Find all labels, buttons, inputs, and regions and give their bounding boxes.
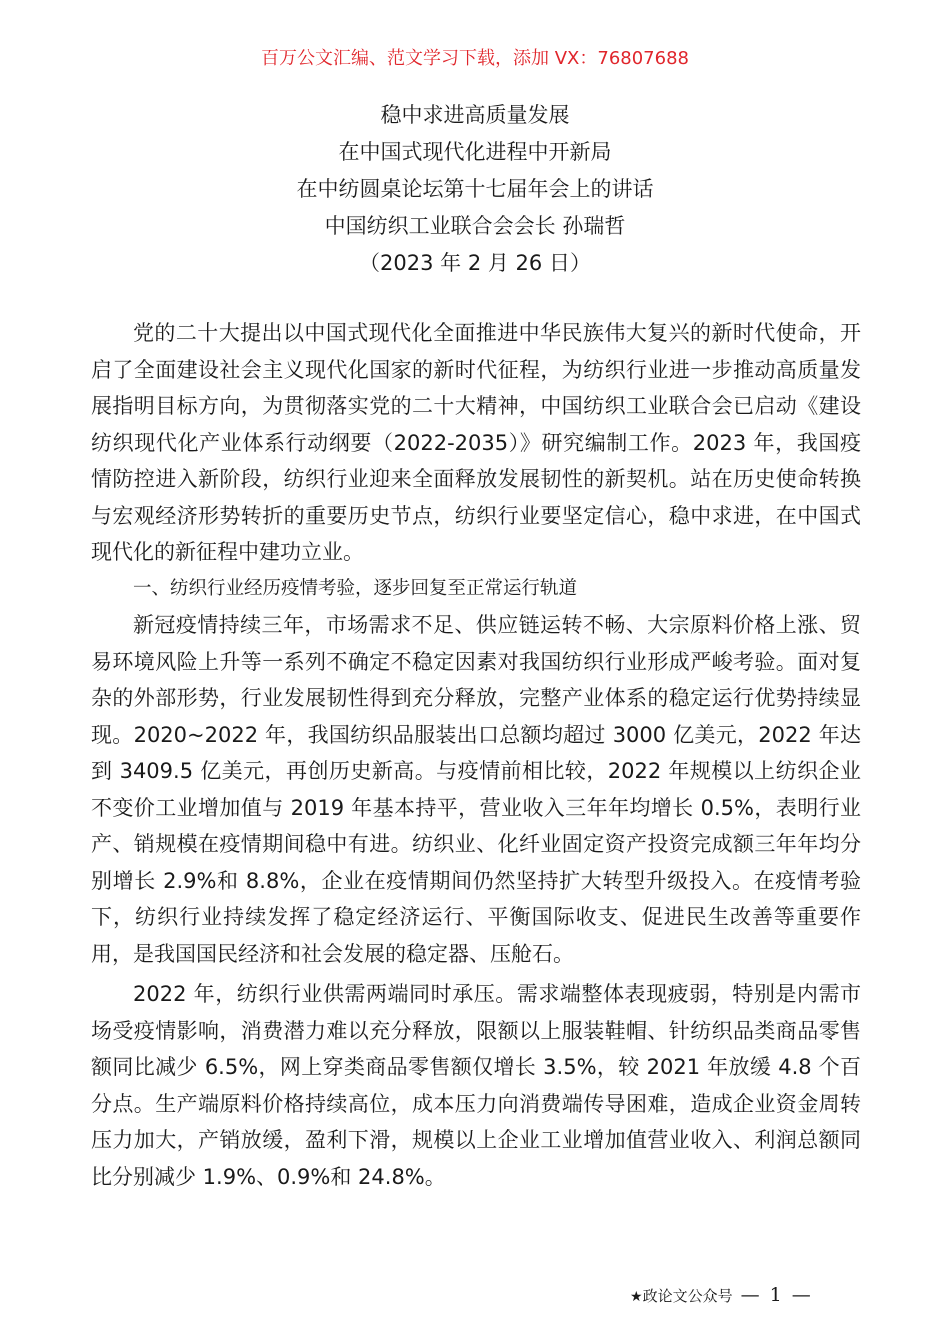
- watermark-banner: 百万公文汇编、范文学习下载，添加 VX：76807688: [261, 48, 689, 69]
- paragraph-2022-pressure: 2022 年，纺织行业供需两端同时承压。需求端整体表现疲弱，特别是内需市场受疫情影响，消费潜力难以充分释放，限额以上服装鞋帽、针纺织品类商品零售额同比减少 6.5%，网上穿类商品零售额仅增长 3.5%，较 2021 年放缓 4.8 个百分点。生产端原料价格持续高位，成本压力向消费端传导困难，造成企业资金周转压力加大，产销放缓，盈利下滑，规模以上企业工业增加值营业收入、利润总额同比分别减少 1.9%、0.9%和 24.8%。: [91, 982, 861, 1189]
- paragraph-intro: 党的二十大提出以中国式现代化全面推进中华民族伟大复兴的新时代使命，开启了全面建设社会主义现代化国家的新时代征程，为纺织行业进一步推动高质量发展指明目标方向，为贯彻落实党的二十大精神，中国纺织工业联合会已启动《建设纺织现代化产业体系行动纲要（2022-2035）》研究编制工作。2023 年，我国疫情防控进入新阶段，纺织行业迎来全面释放发展韧性的新契机。站在历史使命转换与宏观经济形势转折的重要历史节点，纺织行业要坚定信心，稳中求进，在中国式现代化的新征程中建功立业。: [91, 321, 861, 564]
- title-main: 稳中求进高质量发展: [380, 103, 570, 127]
- title-date: （2023 年 2 月 26 日）: [359, 251, 591, 275]
- page-footer: [630, 1283, 870, 1309]
- title-occasion: 在中纺圆桌论坛第十七届年会上的讲话: [296, 177, 654, 201]
- title-block: [0, 97, 950, 282]
- title-speaker: 中国纺织工业联合会会长 孙瑞哲: [324, 214, 626, 238]
- page-number: — 1 —: [740, 1284, 813, 1306]
- footer-source: 政论文公众号: [642, 1287, 733, 1305]
- star-icon: ★: [630, 1289, 643, 1305]
- paragraph-pandemic-test: 新冠疫情持续三年，市场需求不足、供应链运转不畅、大宗原料价格上涨、贸易环境风险上升等一系列不确定不稳定因素对我国纺织行业形成严峻考验。面对复杂的外部形势，行业发展韧性得到充分释放，完整产业体系的稳定运行优势持续显现。2020~2022 年，我国纺织品服装出口总额均超过 3000 亿美元，2022 年达到 3409.5 亿美元，再创历史新高。与疫情前相比较，2022 年规模以上纺织企业不变价工业增加值与 2019 年基本持平，营业收入三年年均增长 0.5%，表明行业产、销规模在疫情期间稳中有进。纺织业、化纤业固定资产投资完成额三年年均分别增长 2.9%和 8.8%，企业在疫情期间仍然坚持扩大转型升级投入。在疫情考验下，纺织行业持续发挥了稳定经济运行、平衡国际收支、促进民生改善等重要作用，是我国国民经济和社会发展的稳定器、压舱石。: [91, 613, 861, 966]
- body-text: [91, 315, 861, 1195]
- title-subtitle: 在中国式现代化进程中开新局: [338, 140, 612, 164]
- section-heading-1: 一、纺织行业经历疫情考验，逐步回复至正常运行轨道: [133, 577, 578, 599]
